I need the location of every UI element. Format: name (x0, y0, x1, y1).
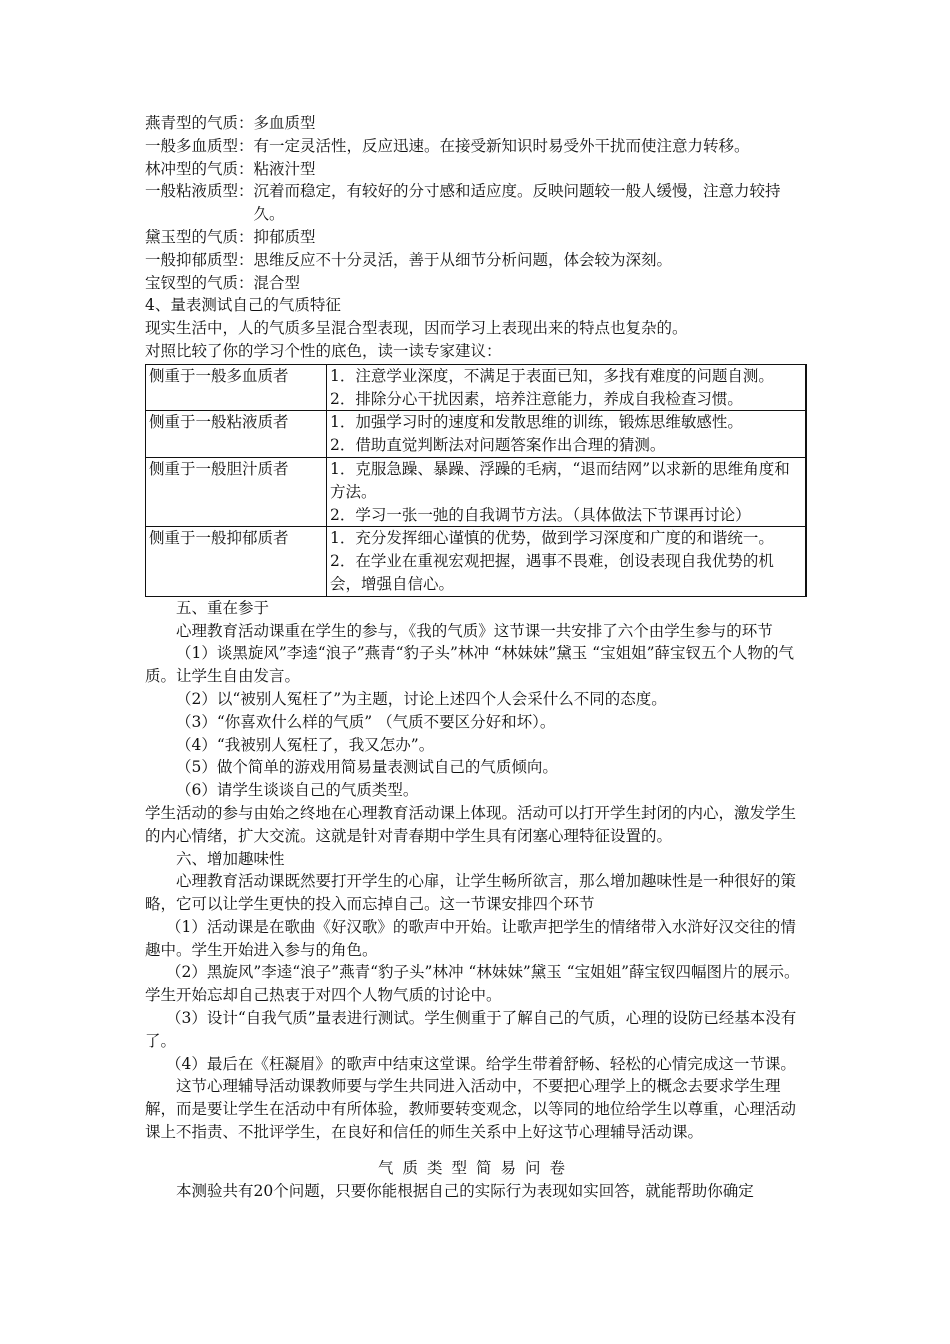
section4-line1: 现实生活中，人的气质多呈混合型表现，因而学习上表现出来的特点也复杂的。 (145, 319, 688, 338)
tips-cell (327, 457, 807, 526)
mixed-type-title: 宝钗型的气质：混合型 (145, 273, 301, 292)
section5-item: （3）“你喜欢什么样的气质” （气质不要区分好和坏）。 (176, 712, 556, 731)
tip-item: 2．排除分心干扰因素，培养注意能力，养成自我检查习惯。 (330, 389, 743, 408)
definition-text: 思维反应不十分灵活，善于从细节分析问题，体会较为深刻。 (253, 250, 673, 269)
questionnaire-title: 气质类型简易问卷 (377, 1158, 574, 1177)
type-definition (145, 135, 807, 158)
type-definition (145, 249, 807, 272)
type-cell: 侧重于一般粘液质者 (146, 411, 327, 458)
tip-item: 1．克服急躁、暴躁、浮躁的毛病，“退而结网”以求新的思维角度和方法。 (330, 459, 790, 501)
tips-cell (327, 527, 807, 596)
tip-item: 1．加强学习时的速度和发散思维的训练，锻炼思维敏感性。 (330, 413, 743, 432)
table-row (146, 457, 807, 526)
table-row (146, 411, 807, 458)
type-title: 黛玉型的气质：抑郁质型 (145, 227, 316, 246)
tips-cell (327, 364, 807, 411)
type-title: 燕青型的气质：多血质型 (145, 114, 316, 132)
section5-item: （2）以“被别人冤枉了”为主题，讨论上述四个人会采什么不同的态度。 (176, 689, 667, 708)
questionnaire-intro: 本测验共有20个问题，只要你能根据自己的实际行为表现如实回答，就能帮助你确定 (176, 1181, 754, 1200)
section5-item: （6）请学生谈谈自己的气质类型。 (176, 781, 419, 800)
type-title: 林冲型的气质：粘液汁型 (145, 159, 316, 178)
section6-closing: 这节心理辅导活动课教师要与学生共同进入活动中，不要把心理学上的概念去要求学生理解，而是要让学生在活动中有所体验，教师要转变观念，以等同的地位给学生以尊重，心理活动课上不指责、不批评学生，在良好和信任的师生关系中上好这节心理辅导活动课。 (145, 1077, 797, 1142)
section6-item: （4）最后在《枉凝眉》的歌声中结束这堂课。给学生带着舒畅、轻松的心情完成这一节课。 (166, 1054, 796, 1073)
tip-item: 1．注意学业深度，不满足于表面已知，多找有难度的问题自测。 (330, 366, 774, 385)
definition-label: 一般抑郁质型： (145, 250, 254, 269)
tip-item: 2．借助直觉判断法对问题答案作出合理的猜测。 (330, 436, 666, 455)
section6-item: （1）活动课是在歌曲《好汉歌》的歌声中开始。让歌声把学生的情绪带入水浒好汉交往的情趣中。学生开始进入参与的角色。 (145, 917, 796, 959)
definition-label: 一般粘液质型： (145, 182, 254, 201)
tip-item: 2．在学业在重视宏观把握，遇事不畏难，创设表现自我优势的机会，增强自信心。 (330, 552, 774, 593)
table-row (146, 364, 807, 411)
section5-item: （5）做个简单的游戏用简易量表测试自己的气质倾向。 (176, 758, 558, 777)
type-cell: 侧重于一般抑郁质者 (146, 527, 327, 596)
section5-item: （4）“我被别人冤枉了，我又怎办”。 (176, 735, 435, 754)
section6-intro: 心理教育活动课既然要打开学生的心扉，让学生畅所欲言，那么增加趣味性是一种很好的策略，它可以让学生更快的投入而忘掉自己。这一节课安排四个环节 (145, 872, 797, 914)
definition-label: 一般多血质型： (145, 136, 254, 155)
section6-item: （3）设计“自我气质”量表进行测试。学生侧重于了解自己的气质，心理的设防已经基本没有了。 (145, 1009, 797, 1050)
tip-item: 1．充分发挥细心谨慎的优势，做到学习深度和广度的和谐统一。 (330, 529, 774, 548)
section4-line2: 对照比较了你的学习个性的底色，读一读专家建议： (145, 341, 502, 360)
tips-cell (327, 411, 807, 458)
type-cell: 侧重于一般多血质者 (146, 364, 327, 411)
tip-item: 2．学习一张一弛的自我调节方法。（具体做法下节课再讨论） (330, 505, 751, 524)
section4-heading: 4、量表测试自己的气质特征 (145, 296, 341, 315)
section5-item: （1）谈黑旋风”李逵“浪子”燕青“豹子头”林冲 “林妹妹”黛玉 “宝姐姐”薛宝钗五个人物的气质。让学生自由发言。 (145, 644, 795, 686)
type-cell: 侧重于一般胆汁质者 (146, 457, 327, 526)
definition-text: 有一定灵活性，反应迅速。在接受新知识时易受外干扰而使注意力转移。 (253, 136, 750, 155)
definition-text: 沉着而稳定，有较好的分寸感和适应度。反映问题较一般人缓慢，注意力较持久。 (253, 182, 781, 224)
table-row (146, 527, 807, 596)
section6-heading: 六、增加趣味性 (176, 849, 285, 868)
section5-intro: 心理教育活动课重在学生的参与，《我的气质》这节课一共安排了六个由学生参与的环节 (176, 621, 773, 640)
advice-table (145, 364, 807, 597)
document-page (145, 112, 807, 1202)
section6-item: （2）黑旋风”李逵“浪子”燕青“豹子头”林冲 “林妹妹”黛玉 “宝姐姐”薛宝钗四幅图片的展示。学生开始忘却自己热衷于对四个人物气质的讨论中。 (145, 963, 800, 1005)
section5-heading: 五、重在参于 (176, 598, 270, 617)
section5-closing: 学生活动的参与由始之终地在心理教育活动课上体现。活动可以打开学生封闭的内心，激发学生的内心情绪，扩大交流。这就是针对青春期中学生具有闭塞心理特征设置的。 (145, 803, 797, 845)
type-definition (145, 180, 807, 226)
